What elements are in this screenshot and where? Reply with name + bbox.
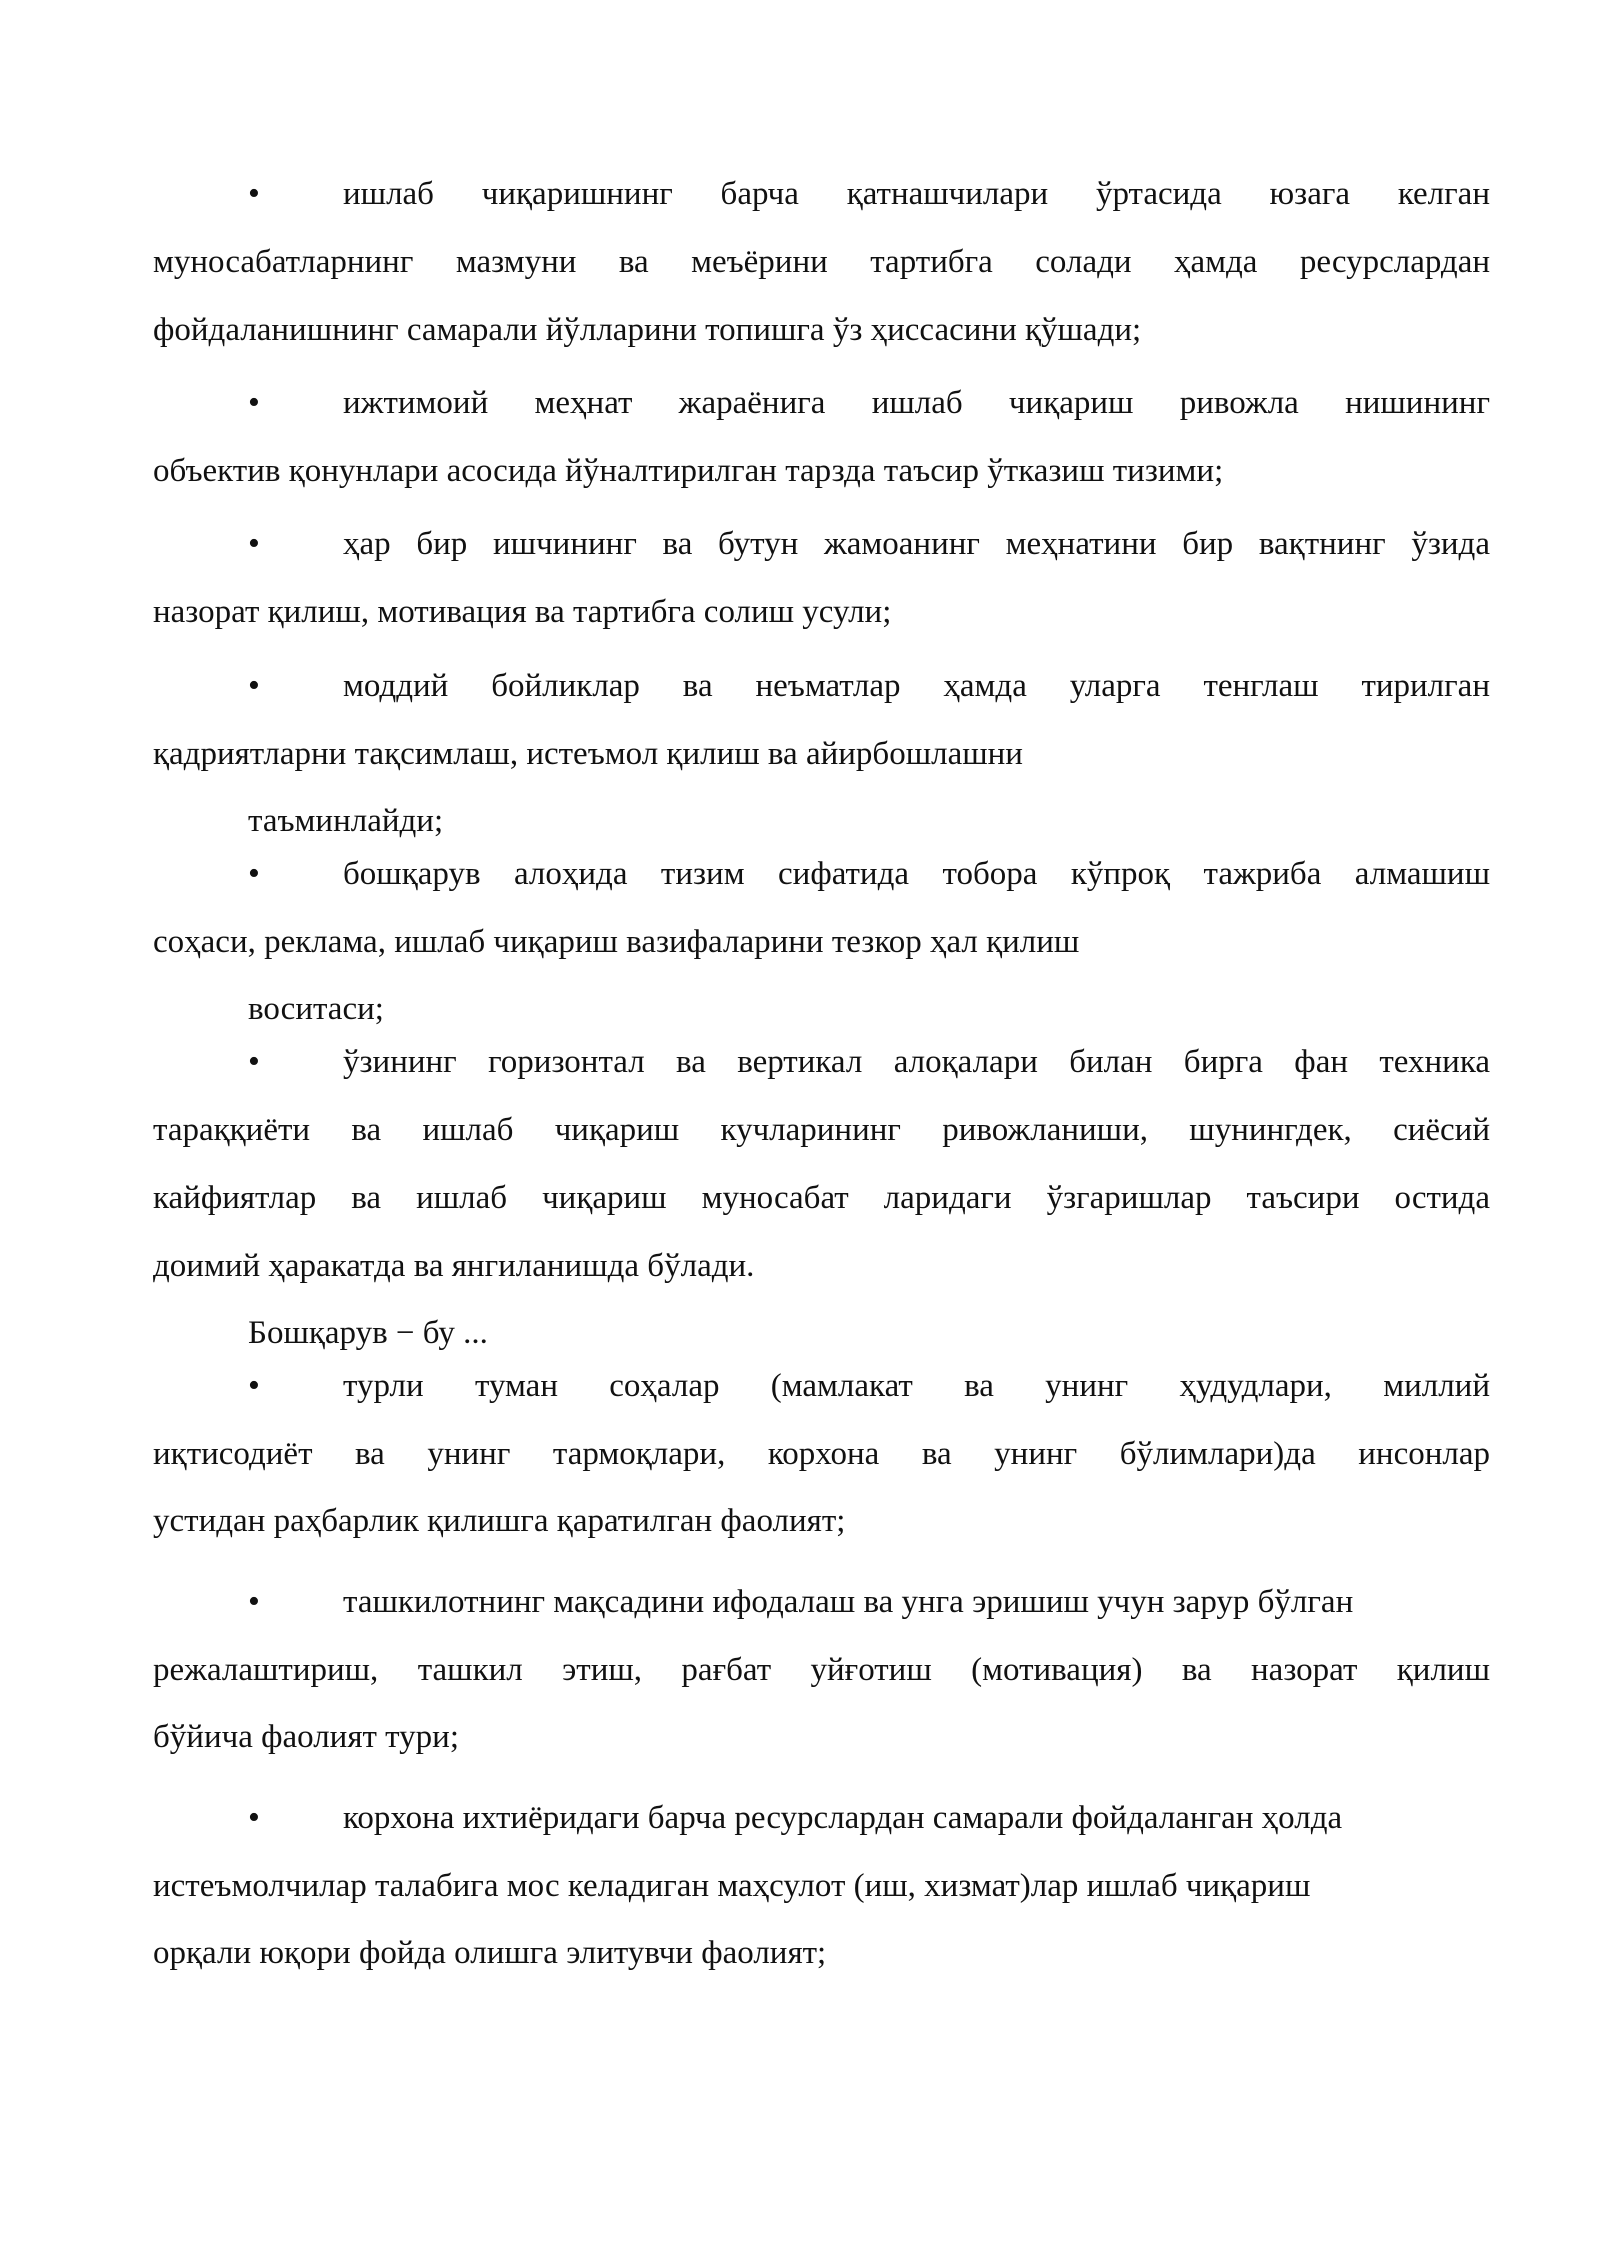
bullet-icon: •	[248, 175, 260, 212]
bullet-icon: •	[248, 667, 260, 704]
text-line: бошқарув алоҳида тизим сифатида тобора кўпроқ тажриба алмашиш	[343, 856, 1490, 892]
text-line: устидан раҳбарлик қилишга қаратилган фаолият;	[153, 1503, 846, 1539]
text-line: моддий бойликлар ва неъматлар ҳамда уларга тенглаш тирилган	[343, 668, 1490, 704]
text-line: доимий ҳаракатда ва янгиланишда бўлади.	[153, 1248, 755, 1284]
text-line: назорат қилиш, мотивация ва тартибга солиш усули;	[153, 594, 892, 630]
text-line: бўйича фаолият тури;	[153, 1719, 459, 1755]
bullet-icon: •	[248, 384, 260, 421]
text-line: корхона ихтиёридаги барча ресурслардан самарали фойдаланган ҳолда	[343, 1800, 1343, 1836]
bullet-icon: •	[248, 1583, 260, 1620]
text-line: ижтимоий меҳнат жараёнига ишлаб чиқариш ривожла нишининг	[343, 385, 1490, 421]
bullet-icon: •	[248, 1043, 260, 1080]
text-line: ўзининг горизонтал ва вертикал алоқалари билан бирга фан техника	[343, 1044, 1490, 1080]
bullet-icon: •	[248, 855, 260, 892]
bullet-icon: •	[248, 1367, 260, 1404]
text-line: соҳаси, реклама, ишлаб чиқариш вазифаларини тезкор ҳал қилиш	[153, 924, 1080, 960]
text-line: ишлаб чиқаришнинг барча қатнашчилари ўртасида юзага келган	[343, 176, 1490, 212]
text-line: турли туман соҳалар (мамлакат ва унинг ҳудудлари, миллий	[343, 1368, 1490, 1404]
text-line: воситаси;	[248, 991, 384, 1027]
text-line: фойдаланишнинг самарали йўлларини топишга ўз ҳиссасини қўшади;	[153, 312, 1142, 348]
text-line: кайфиятлар ва ишлаб чиқариш муносабат ларидаги ўзгаришлар таъсири остида	[153, 1180, 1490, 1216]
text-line: ҳар бир ишчининг ва бутун жамоанинг меҳнатини бир вақтнинг ўзида	[343, 526, 1490, 562]
bullet-icon: •	[248, 525, 260, 562]
text-line: истеъмолчилар талабига мос келадиган маҳсулот (иш, хизмат)лар ишлаб чиқариш	[153, 1868, 1311, 1904]
text-line: иқтисодиёт ва унинг тармоқлари, корхона ва унинг бўлимлари)да инсонлар	[153, 1436, 1490, 1472]
text-line: объектив қонунлари асосида йўналтирилган тарзда таъсир ўтказиш тизими;	[153, 453, 1224, 489]
text-line: ташкилотнинг мақсадини ифодалаш ва унга эришиш учун зарур бўлган	[343, 1584, 1354, 1620]
text-line: муносабатларнинг мазмуни ва меъёрини тартибга солади ҳамда ресурслардан	[153, 244, 1490, 280]
text-line: қадриятларни тақсимлаш, истеъмол қилиш ва айирбошлашни	[153, 736, 1023, 772]
section-intro: Бошқарув − бу ...	[248, 1315, 488, 1351]
text-line: тараққиёти ва ишлаб чиқариш кучларининг ривожланиши, шунингдек, сиёсий	[153, 1112, 1490, 1148]
bullet-icon: •	[248, 1799, 260, 1836]
text-line: таъминлайди;	[248, 803, 444, 839]
text-line: режалаштириш, ташкил этиш, рағбат уйғотиш (мотивация) ва назорат қилиш	[153, 1652, 1490, 1688]
text-line: орқали юқори фойда олишга элитувчи фаолият;	[153, 1935, 827, 1971]
